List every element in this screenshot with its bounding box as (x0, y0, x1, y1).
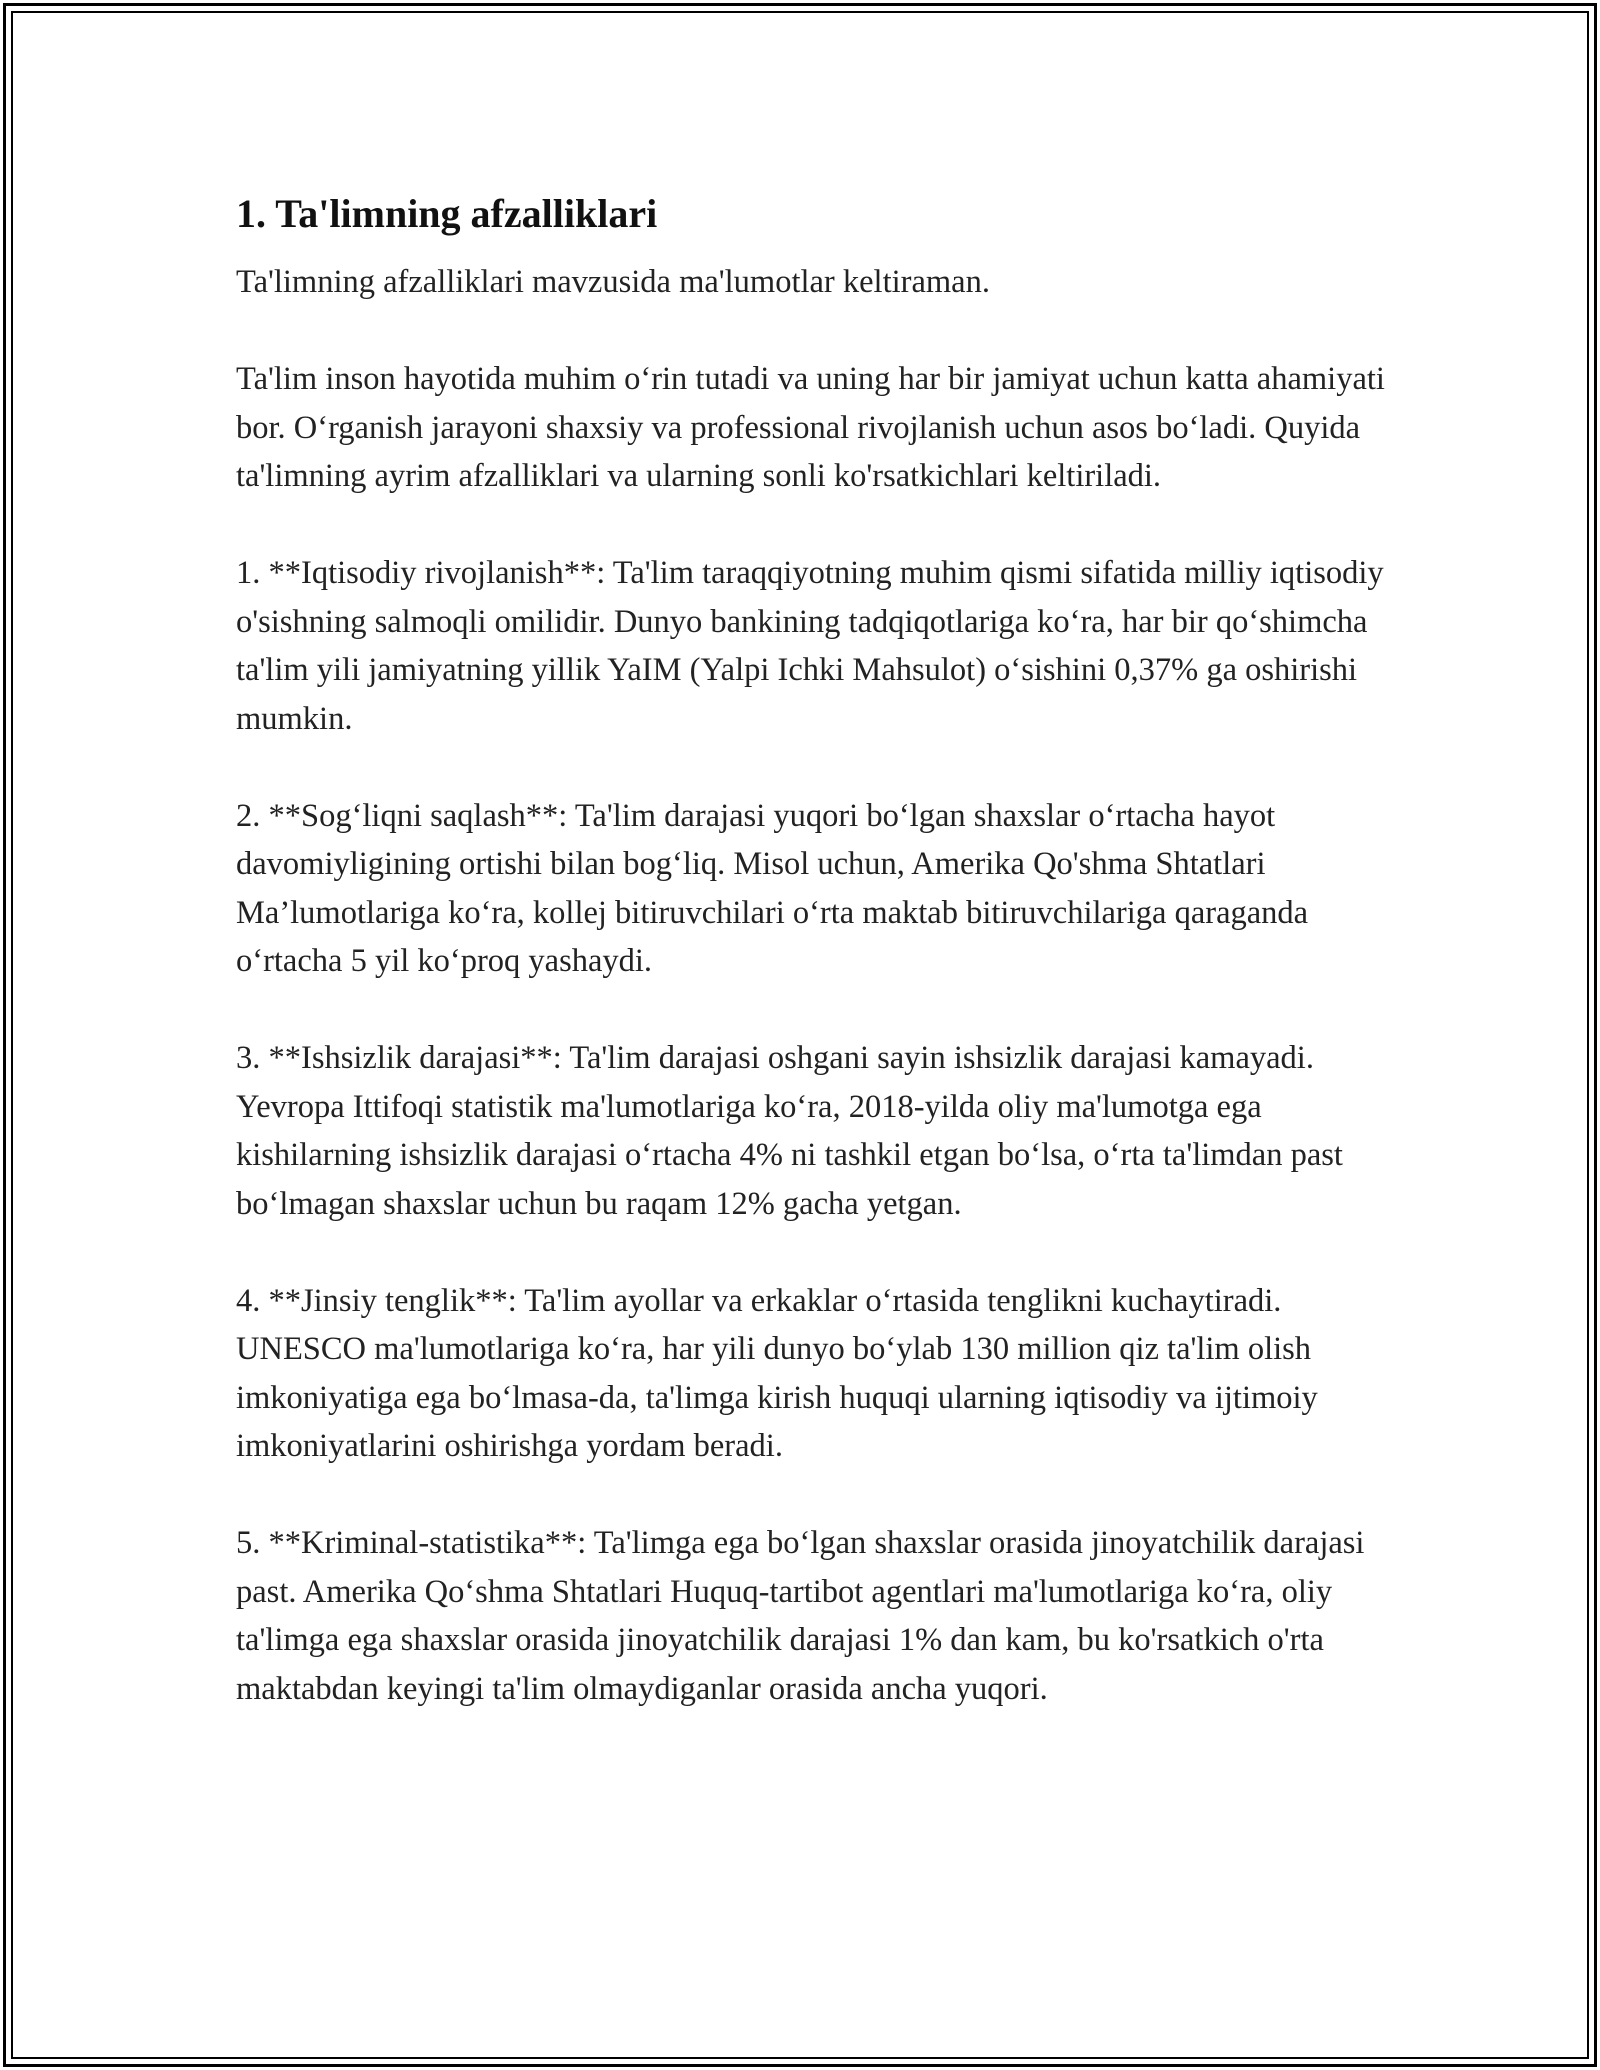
point-crime-paragraph: 5. **Kriminal-statistika**: Ta'limga ega boʻlgan shaxslar orasida jinoyatchilik darajasi past. Amerika Qoʻshma Shtatlari Huquq-tartibot agentlari ma'lumotlariga koʻra, oliy ta'limga ega shaxslar orasida jinoyatchilik darajasi 1% dan kam, bu ko'rsatkich o'rta maktabdan keyingi ta'lim olmaydiganlar orasida ancha yuqori. (236, 1525, 1365, 1707)
point-gender-paragraph: 4. **Jinsiy tenglik**: Ta'lim ayollar va erkaklar oʻrtasida tenglikni kuchaytiradi. UNESCO ma'lumotlariga koʻra, har yili dunyo boʻylab 130 million qiz ta'lim olish imkoniyatiga ega boʻlmasa-da, ta'limga kirish huquqi ularning iqtisodiy va ijtimoiy imkoniyatlarini oshirishga yordam beradi. (236, 1282, 1318, 1464)
point-health-paragraph: 2. **Sogʻliqni saqlash**: Ta'lim darajasi yuqori boʻlgan shaxslar oʻrtacha hayot davomiyligining ortishi bilan bogʻliq. Misol uchun, Amerika Qo'shma Shtatlari Ma’lumotlariga koʻra, kollej bitiruvchilari oʻrta maktab bitiruvchilariga qaraganda oʻrtacha 5 yil koʻproq yashaydi. (236, 797, 1309, 979)
intro-paragraph: Ta'limning afzalliklari mavzusida ma'lumotlar keltiraman. (236, 264, 990, 300)
point-economic-paragraph: 1. **Iqtisodiy rivojlanish**: Ta'lim taraqqiyotning muhim qismi sifatida milliy iqtisodiy o'sishning salmoqli omilidir. Dunyo bankining tadqiqotlariga koʻra, har bir qoʻshimcha ta'lim yili jamiyatning yillik YaIM (Yalpi Ichki Mahsulot) oʻsishini 0,37% ga oshirishi mumkin. (236, 555, 1384, 737)
overview-paragraph: Ta'lim inson hayotida muhim oʻrin tutadi va uning har bir jamiyat uchun katta ahamiyati bor. Oʻrganish jarayoni shaxsiy va professional rivojlanish uchun asos boʻladi. Quyida ta'limning ayrim afzalliklari va ularning sonli ko'rsatkichlari keltiriladi. (236, 361, 1385, 494)
document-title: 1. Ta'limning afzalliklari (236, 191, 658, 236)
document-body (236, 184, 1386, 1762)
point-unemployment-paragraph: 3. **Ishsizlik darajasi**: Ta'lim darajasi oshgani sayin ishsizlik darajasi kamayadi. Yevropa Ittifoqi statistik ma'lumotlariga koʻra, 2018-yilda oliy ma'lumotga ega kishilarning ishsizlik darajasi oʻrtacha 4% ni tashkil etgan boʻlsa, oʻrta ta'limdan past boʻlmagan shaxslar uchun bu raqam 12% gacha yetgan. (236, 1040, 1343, 1222)
